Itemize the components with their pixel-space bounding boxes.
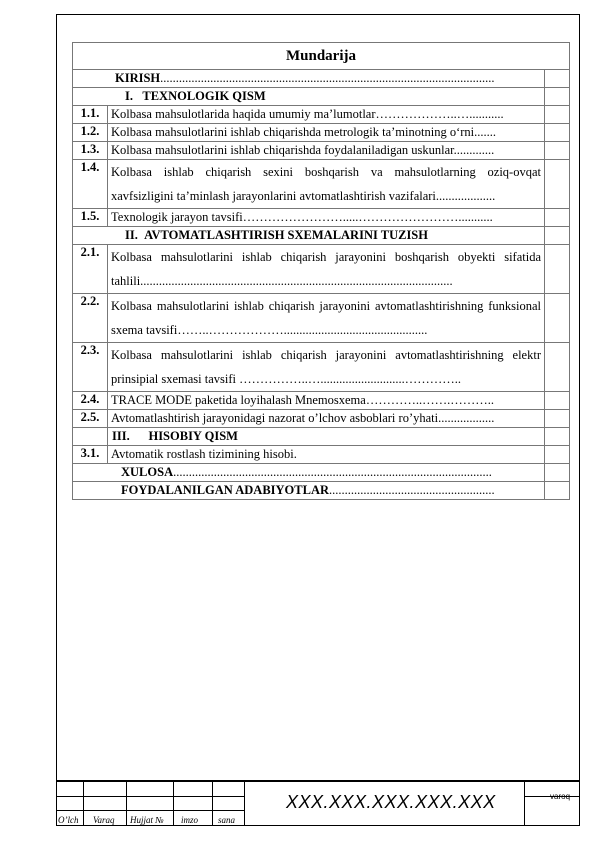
toc-entry-title: TRACE MODE paketida loyihalash Mnemosxema bbox=[111, 393, 366, 407]
toc-row bbox=[73, 70, 570, 88]
toc-number-cell bbox=[73, 428, 108, 446]
toc-entry-cell bbox=[108, 343, 545, 392]
document-code: XXX.XXX.XXX.XXX.XXX bbox=[286, 792, 496, 812]
toc-page-cell bbox=[545, 343, 570, 392]
toc-page-cell bbox=[545, 294, 570, 343]
toc-entry-title: Kolbasa mahsulotlarini ishlab chiqarishda metrologik ta’minotning o‘rni bbox=[111, 125, 475, 139]
toc-page-cell bbox=[545, 446, 570, 464]
toc-leader-dots: ……………..…...........................………….. bbox=[235, 372, 461, 386]
toc-title-row bbox=[73, 43, 570, 70]
toc-number: 2.2. bbox=[73, 294, 108, 343]
toc-entry-title: XULOSA bbox=[121, 465, 174, 479]
toc-entry-cell bbox=[108, 106, 545, 124]
toc-row bbox=[73, 160, 570, 209]
toc-title: Mundarija bbox=[73, 43, 570, 70]
toc-entry-cell bbox=[108, 142, 545, 160]
toc-leader-dots: ................... bbox=[435, 189, 496, 203]
toc-section-cell bbox=[73, 482, 545, 500]
toc-entry-title: Kolbasa mahsulotlarini ishlab chiqarish jarayonini boshqarish obyekti sifatida tahlili bbox=[111, 250, 541, 288]
stamp-divider bbox=[56, 796, 244, 797]
toc-page-cell bbox=[545, 70, 570, 88]
stamp-label-varaq: Varaq bbox=[93, 815, 115, 825]
toc-page-cell bbox=[545, 227, 570, 245]
toc-page-cell bbox=[545, 106, 570, 124]
stamp-divider bbox=[244, 782, 245, 826]
stamp-divider bbox=[126, 782, 127, 826]
toc-leader-dots: …………..…….……….. bbox=[365, 393, 494, 407]
toc-entry-title: Texnologik jarayon tavsifi bbox=[111, 210, 243, 224]
toc-row bbox=[73, 343, 570, 392]
toc-page-cell bbox=[545, 410, 570, 428]
toc-entry-cell bbox=[108, 245, 545, 294]
toc-section-cell bbox=[73, 227, 545, 245]
toc-section-cell bbox=[108, 428, 545, 446]
toc-row bbox=[73, 88, 570, 106]
toc-leader-dots: .................................................................................................... bbox=[140, 274, 453, 288]
toc-entry-title: I. TEXNOLOGIK QISM bbox=[125, 89, 266, 103]
toc-page-cell bbox=[545, 88, 570, 106]
toc-entry-cell bbox=[108, 446, 545, 464]
toc-number: 2.4. bbox=[73, 392, 108, 410]
toc-number: 2.1. bbox=[73, 245, 108, 294]
toc-row bbox=[73, 464, 570, 482]
toc-row bbox=[73, 446, 570, 464]
stamp-label-imzo: imzo bbox=[181, 815, 199, 825]
sheet-label: varoq bbox=[550, 792, 571, 801]
toc-page-cell bbox=[545, 245, 570, 294]
toc-entry-title: Kolbasa mahsulotlarini ishlab chiqarish jarayonini avtomatlashtirishning funksional sxema tavsifi bbox=[111, 299, 541, 337]
toc-entry-title: KIRISH bbox=[115, 71, 161, 85]
stamp-label-hujjat: Hujjat № bbox=[130, 815, 164, 825]
stamp-divider bbox=[212, 782, 213, 826]
toc-entry-title: Avtomatlashtirish jarayonidagi nazorat o’lchov asboblari ro’yhati bbox=[111, 411, 439, 425]
table-of-contents bbox=[72, 42, 570, 500]
toc-entry-cell bbox=[108, 160, 545, 209]
toc-number: 1.1. bbox=[73, 106, 108, 124]
toc-page-cell bbox=[545, 160, 570, 209]
toc-number: 1.2. bbox=[73, 124, 108, 142]
toc-row bbox=[73, 209, 570, 227]
toc-leader-dots: ........................................................................................................... bbox=[160, 71, 495, 85]
toc-row bbox=[73, 410, 570, 428]
title-block-stamp bbox=[56, 780, 580, 826]
stamp-label-olch: O’lch bbox=[58, 815, 79, 825]
toc-page-cell bbox=[545, 392, 570, 410]
toc-entry-title: Kolbasa ishlab chiqarish sexini boshqarish va mahsulotlarning oziq-ovqat xavfsizligini ta’minlash jarayonlarini avtomatlashtirish vazifalari bbox=[111, 165, 541, 203]
toc-row bbox=[73, 428, 570, 446]
toc-section-cell bbox=[73, 88, 545, 106]
toc-entry-title: Kolbasa mahsulotlarida haqida umumiy ma’lumotlar bbox=[111, 107, 376, 121]
toc-row bbox=[73, 124, 570, 142]
toc-number: 3.1. bbox=[73, 446, 108, 464]
toc-entry-cell bbox=[108, 124, 545, 142]
toc-row bbox=[73, 227, 570, 245]
toc-row bbox=[73, 106, 570, 124]
toc-leader-dots: ....... bbox=[474, 125, 496, 139]
toc-leader-dots: ..................................................... bbox=[329, 483, 495, 497]
toc-leader-dots: …………………….....……………………........... bbox=[242, 210, 493, 224]
toc-entry-title: Avtomatik rostlash tizimining hisobi. bbox=[111, 447, 297, 461]
toc-entry-cell bbox=[108, 294, 545, 343]
toc-page-cell bbox=[545, 464, 570, 482]
toc-row bbox=[73, 482, 570, 500]
toc-page-cell bbox=[545, 142, 570, 160]
toc-page-cell bbox=[545, 482, 570, 500]
toc-page-cell bbox=[545, 209, 570, 227]
stamp-divider bbox=[173, 782, 174, 826]
toc-number: 1.3. bbox=[73, 142, 108, 160]
toc-entry-title: III. HISOBIY QISM bbox=[112, 429, 238, 443]
toc-leader-dots: ............. bbox=[453, 143, 495, 157]
toc-entry-cell bbox=[108, 392, 545, 410]
toc-number: 2.3. bbox=[73, 343, 108, 392]
toc-entry-cell bbox=[108, 410, 545, 428]
toc-leader-dots: .................. bbox=[438, 411, 495, 425]
toc-leader-dots: ...................................................................................................... bbox=[173, 465, 492, 479]
toc-entry-title: II. AVTOMATLASHTIRISH SXEMALARINI TUZISH bbox=[125, 228, 428, 242]
toc-number: 1.5. bbox=[73, 209, 108, 227]
stamp-divider bbox=[56, 810, 244, 811]
toc-entry-title: Kolbasa mahsulotlarini ishlab chiqarish jarayonini avtomatlashtirishning elektr prinsipial sxemasi tavsifi bbox=[111, 348, 541, 386]
toc-section-cell bbox=[73, 464, 545, 482]
toc-leader-dots: ……..……………….............................................. bbox=[177, 323, 428, 337]
toc-page-cell bbox=[545, 428, 570, 446]
toc-number: 2.5. bbox=[73, 410, 108, 428]
toc-entry-title: FOYDALANILGAN ADABIYOTLAR bbox=[121, 483, 330, 497]
toc-row bbox=[73, 142, 570, 160]
toc-row bbox=[73, 245, 570, 294]
toc-section-cell bbox=[73, 70, 545, 88]
toc-leader-dots: ………………..…........... bbox=[375, 107, 504, 121]
toc-entry-cell bbox=[108, 209, 545, 227]
toc-entry-title: Kolbasa mahsulotlarini ishlab chiqarishda foydalaniladigan uskunlar bbox=[111, 143, 454, 157]
toc-number: 1.4. bbox=[73, 160, 108, 209]
toc-page-cell bbox=[545, 124, 570, 142]
toc-row bbox=[73, 392, 570, 410]
stamp-divider bbox=[83, 782, 84, 826]
toc-row bbox=[73, 294, 570, 343]
stamp-divider bbox=[524, 782, 525, 826]
stamp-label-sana: sana bbox=[218, 815, 236, 825]
